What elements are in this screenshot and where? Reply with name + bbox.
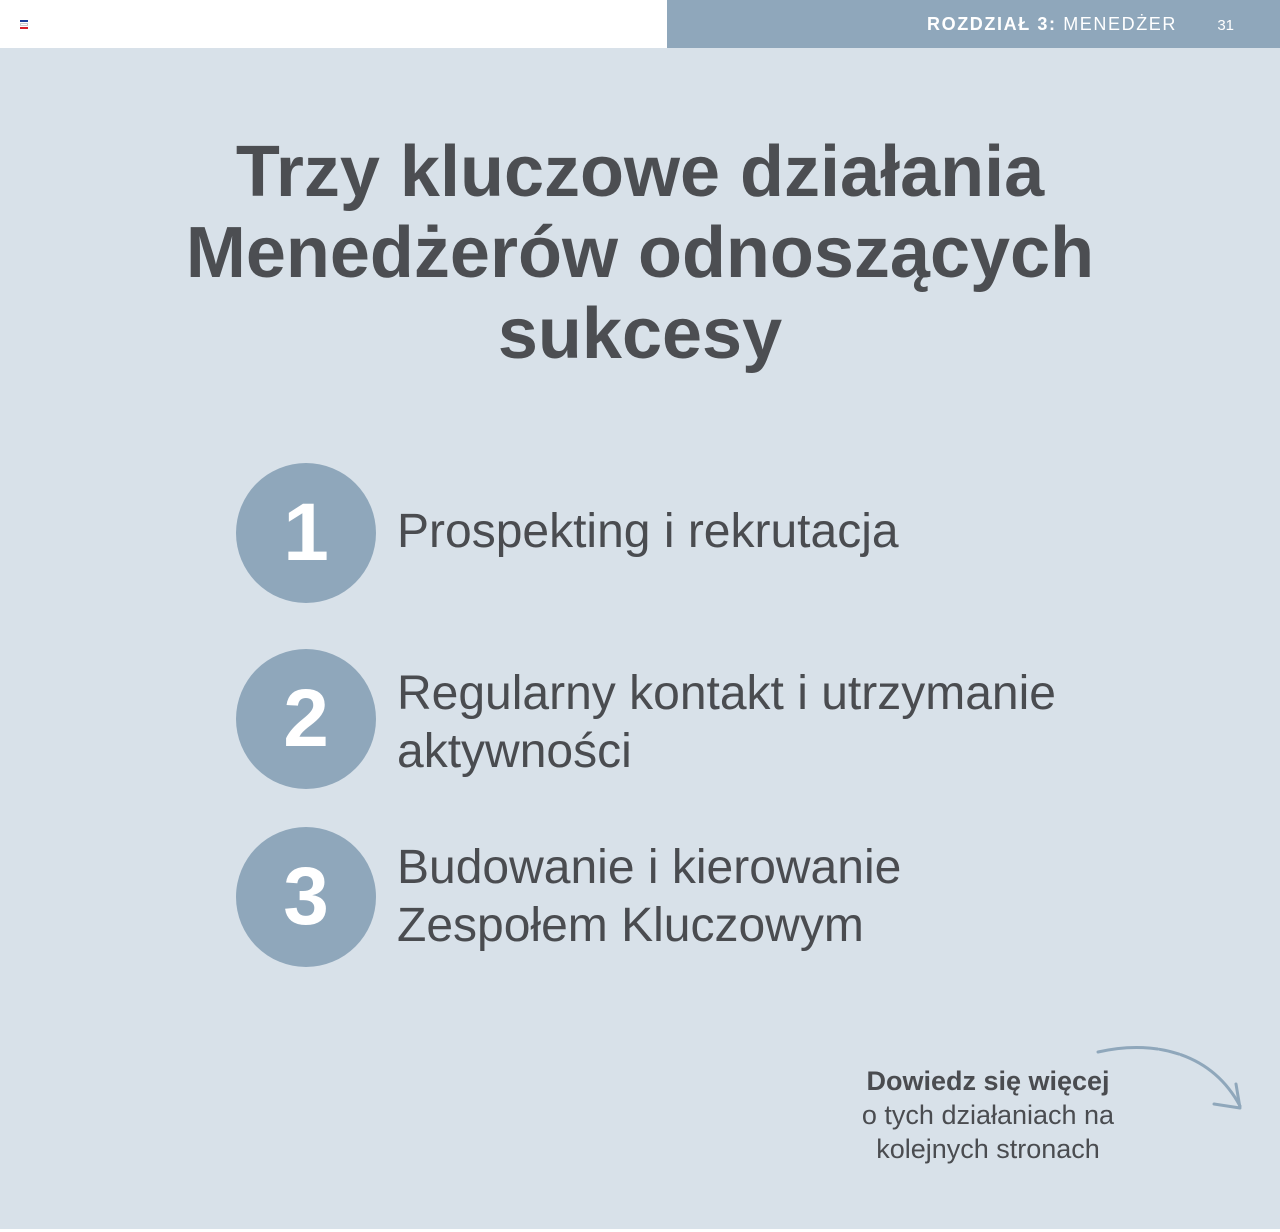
title-line-1: Trzy kluczowe działania [235, 132, 1045, 212]
list-item [236, 827, 1136, 967]
item-label-line-2: aktywności [397, 725, 632, 778]
top-bar [0, 0, 1280, 48]
title-line-3: sukcesy [497, 294, 783, 374]
list-item [236, 463, 1136, 603]
item-label-line-2: Zespołem Kluczowym [397, 899, 864, 952]
language-flag-icon[interactable] [20, 20, 28, 27]
curved-arrow-icon [1090, 1040, 1250, 1120]
list-item [236, 649, 1136, 789]
item-label-line-1: Regularny kontakt i utrzymanie [397, 667, 1056, 720]
top-bar-left [0, 0, 667, 48]
item-label [397, 839, 901, 955]
item-label-line-1: Prospekting i rekrutacja [397, 505, 899, 558]
page-title [140, 132, 1140, 375]
title-line-2: Menedżerów odnoszących [185, 213, 1095, 293]
chapter-label: ROZDZIAŁ 3: [927, 14, 1057, 34]
chapter-title [927, 14, 1177, 35]
item-label-line-1: Budowanie i kierowanie [397, 841, 902, 894]
item-label [397, 665, 1056, 781]
chapter-name: MENEDŻER [1056, 14, 1177, 34]
page-number: 31 [1217, 17, 1234, 34]
number-badge: 1 [236, 463, 376, 603]
number-badge: 3 [236, 827, 376, 967]
item-label [397, 503, 899, 561]
chapter-header [667, 0, 1280, 48]
learn-more-line-3: kolejnych stronach [876, 1134, 1100, 1164]
number-badge: 2 [236, 649, 376, 789]
learn-more-line-2: o tych działaniach na [861, 1100, 1115, 1130]
learn-more-heading: Dowiedz się więcej [866, 1066, 1110, 1096]
